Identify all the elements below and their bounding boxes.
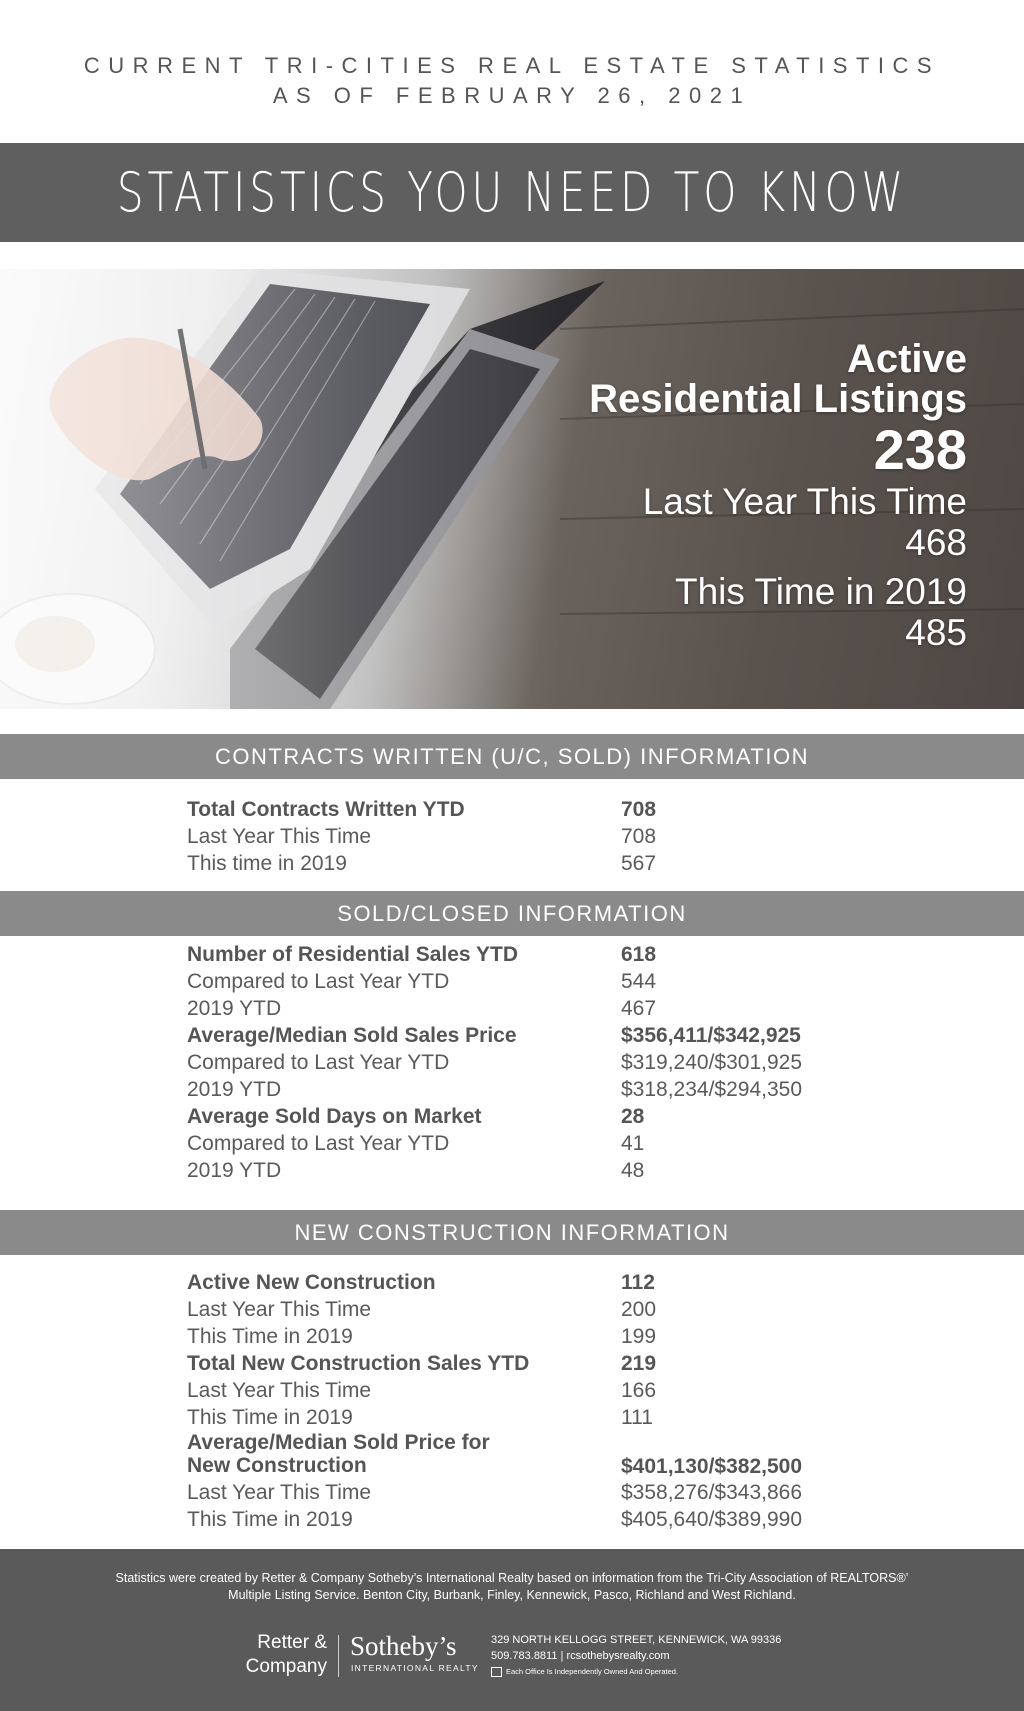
row-value: 28 (621, 1105, 645, 1128)
table-row (187, 1130, 887, 1157)
active-listings-value: 238 (873, 418, 967, 481)
construction-heading: NEW CONSTRUCTION INFORMATION (0, 1210, 1024, 1255)
row-value: $401,130/$382,500 (621, 1455, 803, 1478)
table-row (187, 1377, 887, 1404)
equal-housing-icon (491, 1667, 502, 1677)
table-row (187, 1296, 887, 1323)
disclaimer (0, 1549, 1024, 1604)
contracts-table (187, 796, 887, 877)
table-row (187, 1049, 887, 1076)
row-label: This Time in 2019 (187, 1406, 353, 1429)
table-row (187, 1506, 887, 1533)
independent-notice: Each Office Is Independently Owned And Operated. (506, 1667, 679, 1676)
phone-website[interactable]: 509.783.8811 | rcsothebysrealty.com (491, 1650, 670, 1662)
title-banner (0, 143, 1024, 242)
table-row (187, 1479, 887, 1506)
row-label: Compared to Last Year YTD (187, 1132, 450, 1155)
row-label-line1: Average/Median Sold Price for (187, 1431, 490, 1454)
footer (0, 1549, 1024, 1711)
row-label: Average/Median Sold Sales Price (187, 1024, 517, 1047)
row-label: Total New Construction Sales YTD (187, 1352, 530, 1375)
row-label: Last Year This Time (187, 1379, 372, 1402)
row-label: Compared to Last Year YTD (187, 970, 450, 993)
page-header (0, 0, 1024, 111)
active-listings-stats (589, 339, 967, 653)
brand-line2: Company (245, 1656, 327, 1677)
row-value: 200 (621, 1298, 657, 1321)
retter-company-logo (220, 1631, 327, 1679)
row-label: Active New Construction (187, 1271, 436, 1294)
hero-title-line2: Residential Listings (589, 377, 967, 421)
table-row (187, 1269, 887, 1296)
header-date: AS OF FEBRUARY 26, 2021 (272, 83, 752, 108)
construction-table (187, 1269, 887, 1533)
row-value: $405,640/$389,990 (621, 1508, 803, 1531)
sothebys-logo: Sotheby’s (350, 1631, 457, 1661)
row-label: 2019 YTD (187, 997, 282, 1020)
header-title: CURRENT TRI-CITIES REAL ESTATE STATISTICS (83, 53, 941, 78)
table-row (187, 968, 887, 995)
table-row (187, 796, 887, 823)
hero-2019-value: 485 (905, 612, 967, 653)
row-value: 111 (621, 1406, 653, 1429)
row-value: 48 (621, 1159, 645, 1182)
table-row (187, 1350, 887, 1377)
row-value: 219 (621, 1352, 657, 1375)
table-row (187, 995, 887, 1022)
table-row (187, 1431, 887, 1479)
table-row (187, 1076, 887, 1103)
row-value: 708 (621, 798, 657, 821)
row-label: Average Sold Days on Market (187, 1105, 482, 1128)
table-row (187, 1323, 887, 1350)
hero-title-line1: Active (846, 337, 967, 381)
row-label: Compared to Last Year YTD (187, 1051, 450, 1074)
row-value: $358,276/$343,866 (621, 1481, 803, 1504)
row-label: Number of Residential Sales YTD (187, 943, 519, 966)
row-label: This Time in 2019 (187, 1508, 353, 1531)
sold-table (187, 941, 887, 1184)
row-value: $319,240/$301,925 (621, 1051, 803, 1074)
contact-info (491, 1632, 781, 1680)
banner-title: STATISTICS YOU NEED TO KNOW (116, 161, 908, 224)
row-value: 618 (621, 943, 657, 966)
brand-divider (338, 1635, 339, 1677)
row-value: $318,234/$294,350 (621, 1078, 803, 1101)
address: 329 NORTH KELLOGG STREET, KENNEWICK, WA 99336 (491, 1634, 782, 1646)
disclaimer-line1: Statistics were created by Retter & Company Sotheby’s International Realty based on information from the Tri-City Association of REALTORS®’ (115, 1571, 909, 1585)
row-label: This time in 2019 (187, 852, 347, 875)
row-value: 467 (621, 997, 657, 1020)
sothebys-subtitle: INTERNATIONAL REALTY (351, 1663, 479, 1673)
row-label: Last Year This Time (187, 1481, 372, 1504)
row-label: Last Year This Time (187, 1298, 372, 1321)
hero-last-year-label: Last Year This Time (642, 481, 967, 522)
row-label: Last Year This Time (187, 825, 372, 848)
table-row (187, 1022, 887, 1049)
row-label: Total Contracts Written YTD (187, 798, 465, 821)
row-value: 166 (621, 1379, 657, 1402)
row-label: 2019 YTD (187, 1159, 282, 1182)
row-label: 2019 YTD (187, 1078, 282, 1101)
contracts-heading: CONTRACTS WRITTEN (U/C, SOLD) INFORMATION (0, 734, 1024, 779)
table-row (187, 1103, 887, 1130)
table-row (187, 823, 887, 850)
row-value: $356,411/$342,925 (621, 1024, 801, 1047)
row-label: This Time in 2019 (187, 1325, 353, 1348)
table-row (187, 941, 887, 968)
hero-last-year-value: 468 (905, 522, 967, 563)
row-value: 112 (621, 1271, 655, 1294)
row-label-line2: New Construction (187, 1454, 367, 1477)
table-row (187, 850, 887, 877)
brand-line1: Retter & (257, 1632, 327, 1653)
hero-panel (0, 269, 1024, 709)
row-value: 708 (621, 825, 657, 848)
row-value: 544 (621, 970, 657, 993)
table-row (187, 1157, 887, 1184)
disclaimer-line2: Multiple Listing Service. Benton City, Burbank, Finley, Kennewick, Pasco, Richland and West Richland. (228, 1588, 796, 1602)
hero-2019-label: This Time in 2019 (674, 571, 967, 612)
row-value: 41 (621, 1132, 645, 1155)
row-value: 567 (621, 852, 657, 875)
row-value: 199 (621, 1325, 657, 1348)
row-label (187, 1431, 490, 1477)
table-row (187, 1404, 887, 1431)
sold-heading: SOLD/CLOSED INFORMATION (0, 891, 1024, 936)
